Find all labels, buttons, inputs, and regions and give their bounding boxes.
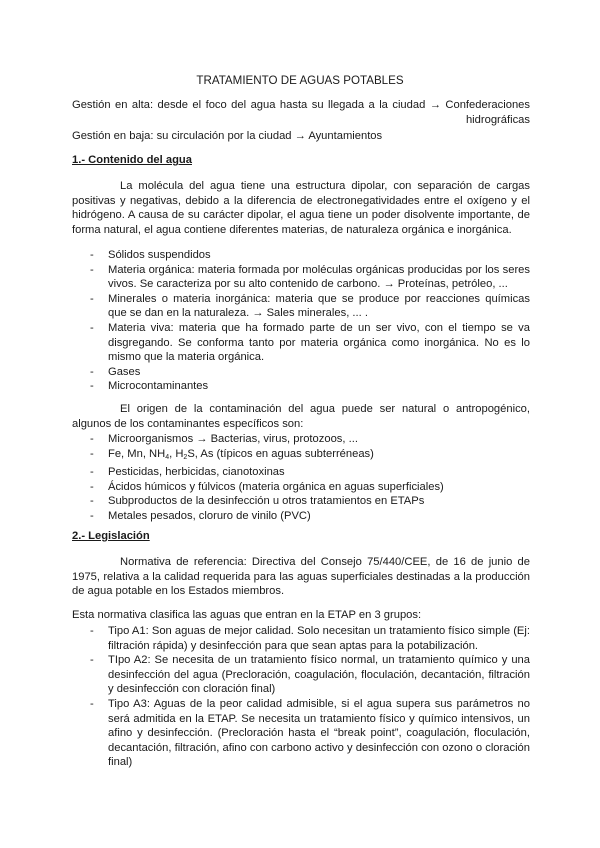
section2-paragraph: Normativa de referencia: Directiva del Consejo 75/440/CEE, de 16 de junio de 1975, relativa a la calidad requerida para las aguas superficiales destinadas a la producción de agua potable en los Estados miembros. [72, 556, 530, 598]
bullet-dash: - [90, 263, 94, 276]
list-item: - Microorganismos → Bacterias, virus, protozoos, ... [90, 433, 358, 445]
section1-paragraph: La molécula del agua tiene una estructura dipolar, con separación de cargas positivas y negativas, debido a la diferencia de electronegatividades entre el oxígeno y el hidrógeno. A causa de su carácter dipolar, el agua tiene un poder disolvente importante, de forma natural, el agua contiene diferentes materias, de naturaleza orgánica e inorgánica. [72, 180, 530, 236]
list-item: - Sólidos suspendidos [90, 249, 211, 261]
list-item: - Tipo A3: Aguas de la peor calidad admisible, si el agua supera sus parámetros no será admitida en la ETAP. Se necesita un tratamiento físico y químico intensivos, un afino y desinfección. (Precloración hasta el “break point”, coagulación, floculación, decantación, filtración, afino con carbono activo y desinfección con ozono o cloración final) [90, 697, 530, 769]
list-item: - Tipo A1: Son aguas de mejor calidad. Solo necesitan un tratamiento físico simple (Ej: filtración rápida) y desinfección para que sean aptas para la potabilización. [90, 625, 530, 652]
bullet-dash: - [90, 466, 94, 479]
bullet-dash: - [90, 433, 94, 445]
list-item: - Fe, Mn, $NH_4$, $H_2S$, As (típicos en aguas subterréneas) [90, 447, 374, 461]
list-item: - Minerales o materia inorgánica: materia que se produce por reacciones químicas que se dan en la naturaleza. → Sales minerales, ... . [90, 292, 530, 320]
list-item: - Subproductos de la desinfección u otros tratamientos en ETAPs [90, 495, 425, 508]
intro-alta-line1: Gestión en alta: desde el foco del agua hasta su llegada a la ciudad → Confederaciones [72, 99, 530, 111]
list-item: - Gases [90, 365, 141, 378]
bullet-dash: - [90, 249, 94, 261]
section2-paragraph2: Esta normativa clasifica las aguas que entran en la ETAP en 3 grupos: [72, 609, 422, 621]
list-item: - Materia orgánica: materia formada por moléculas orgánicas producidas por los seres vivos. Se caracteriza por su alto contenido de carbono. → Proteínas, petróleo, ... [90, 263, 530, 291]
list-item: - TIpo A2: Se necesita de un tratamiento físico normal, un tratamiento químico y una desinfección del agua (Precloración, coagulación, floculación, decantación, filtración y desinfección con cloración final) [90, 654, 530, 696]
bullet-dash: - [90, 380, 94, 393]
list-item: - Materia viva: materia que ha formado parte de un ser vivo, con el tiempo se va disgregando. Se conforma tanto por materia orgánica como inorgánica. No es lo mismo que la materia orgánica. [90, 321, 530, 364]
bullet-dash: - [90, 292, 94, 305]
water-types-bullet-list [72, 624, 530, 770]
intro-alta-line2: hidrográficas [465, 114, 530, 126]
list-item: - Ácidos húmicos y fúlvicos (materia orgánica en aguas superficiales) [90, 480, 444, 493]
bullet-dash: - [90, 447, 94, 460]
contaminants-bullet-list [72, 432, 530, 524]
bullet-dash: - [90, 480, 94, 493]
section1-bullet-list [72, 248, 530, 394]
list-item: - Metales pesados, cloruro de vinilo (PVC) [90, 509, 311, 522]
bullet-dash: - [90, 365, 94, 378]
intro-baja: Gestión en baja: su circulación por la ciudad → Ayuntamientos [72, 130, 383, 142]
section1-heading: 1.- Contenido del agua [72, 154, 192, 166]
list-item: - Microcontaminantes [90, 380, 209, 393]
bullet-dash: - [90, 495, 94, 508]
document-title: TRATAMIENTO DE AGUAS POTABLES [196, 74, 404, 87]
bullet-dash: - [90, 625, 94, 637]
bullet-dash: - [90, 654, 94, 667]
list-item: - Pesticidas, herbicidas, cianotoxinas [90, 466, 285, 479]
section2-heading: 2.- Legislación [72, 530, 150, 542]
section1-paragraph2: El origen de la contaminación del agua puede ser natural o antropogénico, algunos de los contaminantes específicos son: [72, 403, 530, 430]
bullet-dash: - [90, 321, 94, 334]
bullet-dash: - [90, 697, 94, 710]
bullet-dash: - [90, 509, 94, 522]
